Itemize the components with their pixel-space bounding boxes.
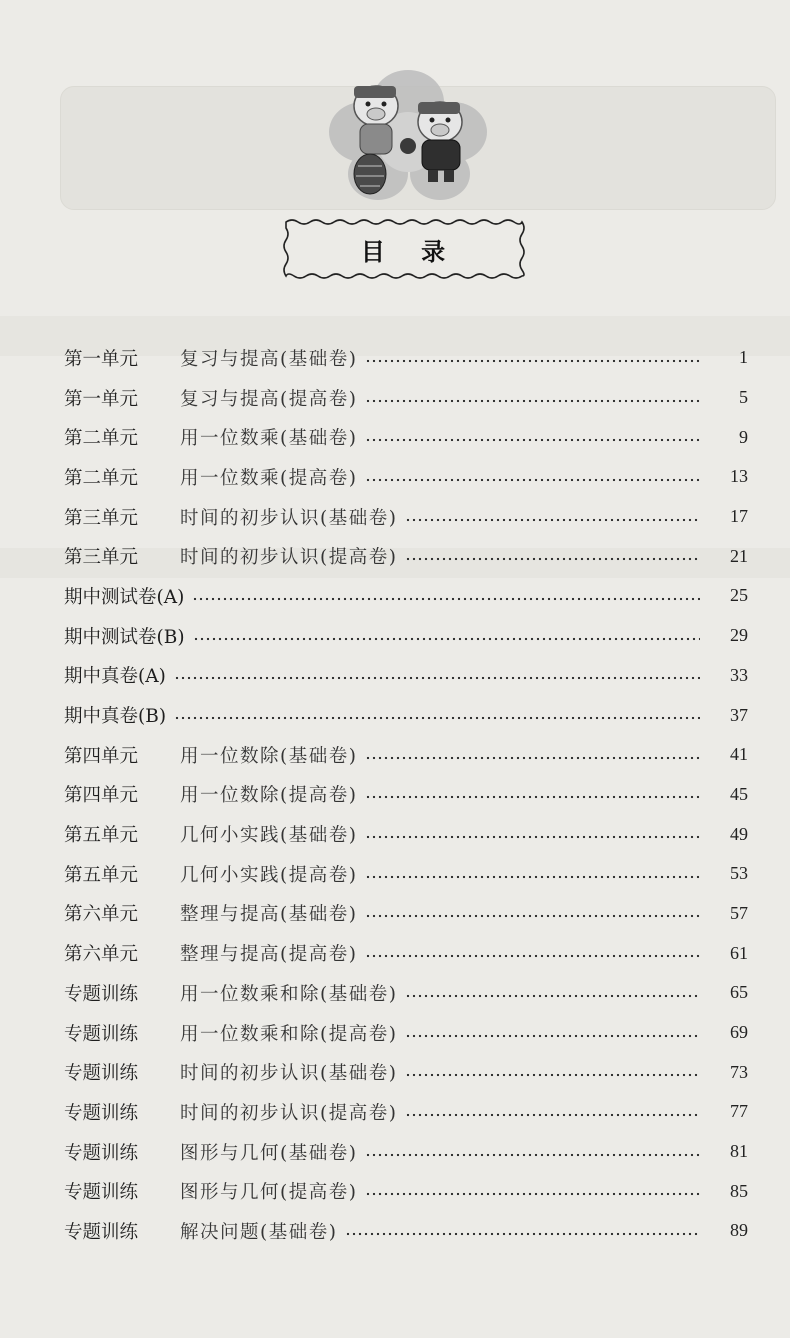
toc-title: 几何小实践(提高卷) — [180, 864, 358, 886]
toc-entry[interactable] — [64, 1132, 754, 1172]
toc-title: 复习与提高(基础卷) — [180, 348, 358, 370]
toc-entry[interactable] — [64, 1211, 754, 1251]
toc-section: 期中真卷(B) — [64, 706, 167, 728]
toc-page-number: 85 — [730, 1180, 748, 1201]
toc-entry[interactable] — [64, 1013, 754, 1053]
toc-entry[interactable] — [64, 1052, 754, 1092]
dot-leader — [345, 1232, 700, 1236]
toc-page-number: 13 — [730, 466, 748, 487]
toc-section: 第一单元 — [64, 388, 139, 410]
dot-leader — [405, 518, 700, 522]
toc-entry[interactable] — [64, 378, 754, 418]
toc-section: 专题训练 — [64, 1102, 139, 1124]
toc-entry[interactable] — [64, 735, 754, 775]
toc-page-number: 29 — [730, 625, 748, 646]
dot-leader — [365, 756, 700, 760]
dot-leader — [365, 914, 700, 918]
dot-leader — [174, 676, 700, 680]
toc-page-number: 33 — [730, 664, 748, 685]
toc-entry[interactable] — [64, 576, 754, 616]
toc-title: 用一位数乘(基础卷) — [180, 428, 358, 450]
toc-page-number: 69 — [730, 1022, 748, 1043]
toc-page-number: 17 — [730, 506, 748, 527]
toc-page-number: 41 — [730, 744, 748, 765]
toc-page-number: 49 — [730, 823, 748, 844]
toc-section: 专题训练 — [64, 983, 139, 1005]
toc-entry[interactable] — [64, 894, 754, 934]
page-title-frame — [278, 216, 528, 282]
toc-entry[interactable] — [64, 497, 754, 537]
toc-title: 用一位数除(提高卷) — [180, 785, 358, 807]
toc-entry[interactable] — [64, 536, 754, 576]
dot-leader — [365, 954, 700, 958]
toc-section: 期中测试卷(A) — [64, 586, 185, 608]
dot-leader — [193, 637, 700, 641]
page-title: 目 录 — [360, 237, 460, 266]
toc-title: 图形与几何(提高卷) — [180, 1182, 358, 1204]
toc-entry[interactable] — [64, 338, 754, 378]
toc-title: 时间的初步认识(提高卷) — [180, 1102, 398, 1124]
toc-title: 用一位数乘和除(基础卷) — [180, 983, 398, 1005]
toc-entry[interactable] — [64, 417, 754, 457]
toc-page-number: 89 — [730, 1220, 748, 1241]
toc-section: 专题训练 — [64, 1023, 139, 1045]
toc-page-number: 57 — [730, 902, 748, 923]
toc-page-number: 1 — [739, 347, 748, 368]
toc-section: 第六单元 — [64, 944, 139, 966]
toc-entry[interactable] — [64, 854, 754, 894]
toc-title: 图形与几何(基础卷) — [180, 1142, 358, 1164]
toc-page-number: 73 — [730, 1061, 748, 1082]
toc-title: 用一位数乘和除(提高卷) — [180, 1023, 398, 1045]
dot-leader — [365, 1192, 700, 1196]
toc-entry[interactable] — [64, 775, 754, 815]
toc-title: 几何小实践(基础卷) — [180, 825, 358, 847]
toc-section: 第二单元 — [64, 467, 139, 489]
toc-title: 时间的初步认识(基础卷) — [180, 507, 398, 529]
toc-section: 第五单元 — [64, 864, 139, 886]
toc-entry[interactable] — [64, 457, 754, 497]
dot-leader — [365, 478, 700, 482]
toc-title: 整理与提高(提高卷) — [180, 944, 358, 966]
dot-leader — [365, 359, 700, 363]
toc-page-number: 61 — [730, 942, 748, 963]
toc-section: 第五单元 — [64, 825, 139, 847]
toc-section: 第六单元 — [64, 904, 139, 926]
toc-section: 专题训练 — [64, 1182, 139, 1204]
toc-entry[interactable] — [64, 1171, 754, 1211]
toc-section: 第一单元 — [64, 348, 139, 370]
toc-page-number: 9 — [739, 426, 748, 447]
toc-section: 第三单元 — [64, 507, 139, 529]
toc-page-number: 45 — [730, 783, 748, 804]
dot-leader — [365, 795, 700, 799]
toc-entry[interactable] — [64, 933, 754, 973]
dot-leader — [405, 1073, 700, 1077]
toc-title: 用一位数乘(提高卷) — [180, 467, 358, 489]
toc-entry[interactable] — [64, 973, 754, 1013]
toc-title: 用一位数除(基础卷) — [180, 745, 358, 767]
pig-mascot-illustration — [318, 62, 498, 212]
toc-page-number: 25 — [730, 585, 748, 606]
toc-title: 整理与提高(基础卷) — [180, 904, 358, 926]
toc-title: 复习与提高(提高卷) — [180, 388, 358, 410]
toc-title: 解决问题(基础卷) — [180, 1221, 338, 1243]
toc-section: 专题训练 — [64, 1063, 139, 1085]
toc-title: 时间的初步认识(提高卷) — [180, 547, 398, 569]
toc-section: 专题训练 — [64, 1221, 139, 1243]
toc-section: 第二单元 — [64, 428, 139, 450]
toc-section: 第三单元 — [64, 547, 139, 569]
toc-page-number: 81 — [730, 1141, 748, 1162]
toc-entry[interactable] — [64, 656, 754, 696]
dot-leader — [405, 557, 700, 561]
dot-leader — [174, 716, 700, 720]
toc-title: 时间的初步认识(基础卷) — [180, 1063, 398, 1085]
toc-entry[interactable] — [64, 695, 754, 735]
toc-page-number: 5 — [739, 387, 748, 408]
toc-page-number: 21 — [730, 545, 748, 566]
dot-leader — [405, 994, 700, 998]
table-of-contents — [64, 338, 754, 1251]
dot-leader — [365, 1153, 700, 1157]
toc-section: 期中真卷(A) — [64, 666, 166, 688]
toc-page-number: 65 — [730, 982, 748, 1003]
dot-leader — [365, 438, 700, 442]
toc-section: 第四单元 — [64, 745, 139, 767]
dot-leader — [405, 1113, 700, 1117]
dot-leader — [365, 875, 700, 879]
toc-section: 专题训练 — [64, 1142, 139, 1164]
toc-page-number: 77 — [730, 1101, 748, 1122]
dot-leader — [405, 1034, 700, 1038]
toc-page-number: 53 — [730, 863, 748, 884]
toc-entry[interactable] — [64, 1092, 754, 1132]
dot-leader — [192, 597, 700, 601]
toc-section: 第四单元 — [64, 785, 139, 807]
toc-page-number: 37 — [730, 704, 748, 725]
toc-section: 期中测试卷(B) — [64, 626, 185, 648]
dot-leader — [365, 399, 700, 403]
dot-leader — [365, 835, 700, 839]
toc-entry[interactable] — [64, 616, 754, 656]
toc-entry[interactable] — [64, 814, 754, 854]
